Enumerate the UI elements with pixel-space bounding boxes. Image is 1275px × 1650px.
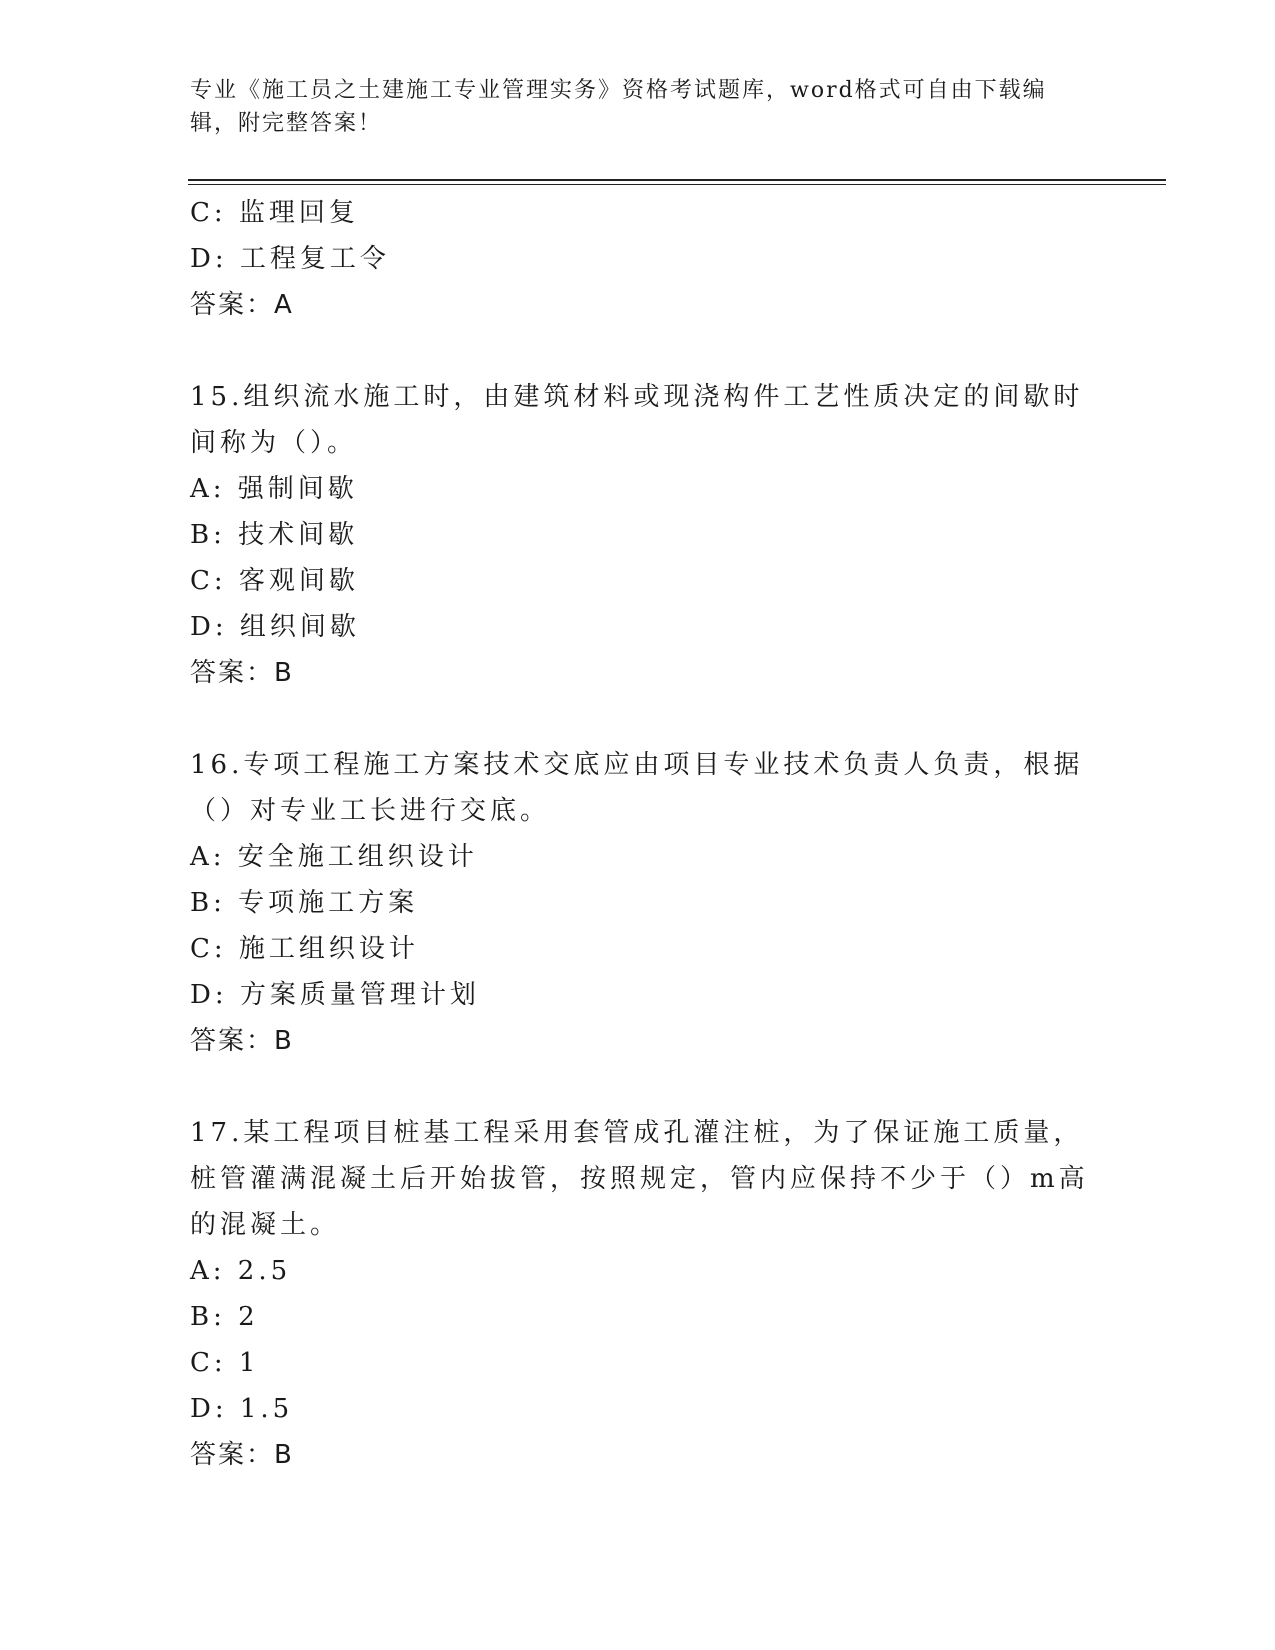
option-c: C: 客观间歇 xyxy=(190,566,359,596)
question-block xyxy=(190,374,1090,696)
option-a: A: 强制间歇 xyxy=(190,474,358,504)
question-list xyxy=(190,190,1090,1524)
answer-line: 答案：B xyxy=(190,1026,294,1056)
option-a: A: 2.5 xyxy=(190,1256,292,1286)
question-text: 16.专项工程施工方案技术交底应由项目专业技术负责人负责，根据（）对专业工长进行交底。 xyxy=(190,750,1084,826)
header-rule-thick xyxy=(188,179,1166,181)
option-d: D: 组织间歇 xyxy=(190,612,360,642)
option-d: D: 方案质量管理计划 xyxy=(190,980,480,1010)
question-text: 17.某工程项目桩基工程采用套管成孔灌注桩，为了保证施工质量，桩管灌满混凝土后开始拔管，按照规定，管内应保持不少于（）m高的混凝土。 xyxy=(190,1118,1089,1240)
option-d: D: 1.5 xyxy=(190,1394,294,1424)
answer-line: 答案：A xyxy=(190,290,294,320)
prev-question-block xyxy=(190,190,1090,328)
question-block xyxy=(190,1110,1090,1478)
option-d: D: 工程复工令 xyxy=(190,244,390,274)
answer-line: 答案：B xyxy=(190,658,294,688)
option-c: C: 监理回复 xyxy=(190,198,359,228)
option-c: C: 1 xyxy=(190,1348,260,1378)
option-b: B: 2 xyxy=(190,1302,259,1332)
answer-line: 答案：B xyxy=(190,1440,294,1470)
option-b: B: 专项施工方案 xyxy=(190,888,419,918)
header-rule-thin xyxy=(188,184,1166,185)
option-c: C: 施工组织设计 xyxy=(190,934,419,964)
option-a: A: 安全施工组织设计 xyxy=(190,842,478,872)
option-b: B: 技术间歇 xyxy=(190,520,359,550)
page-header: 专业《施工员之土建施工专业管理实务》资格考试题库，word格式可自由下载编辑，附完整答案！ xyxy=(190,78,1047,136)
question-block xyxy=(190,742,1090,1064)
question-text: 15.组织流水施工时，由建筑材料或现浇构件工艺性质决定的间歇时间称为（）。 xyxy=(190,382,1084,458)
